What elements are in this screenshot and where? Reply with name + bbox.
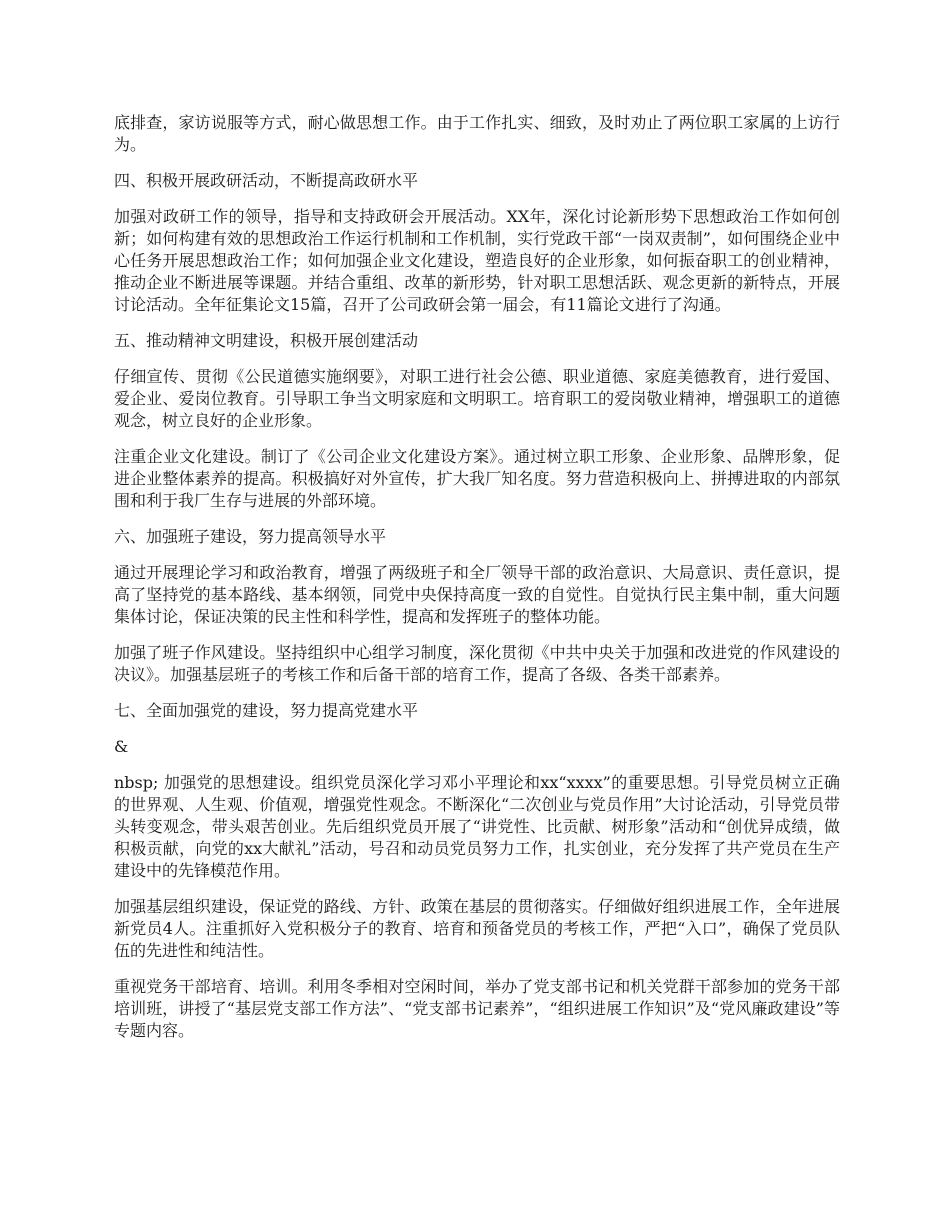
section-heading-5: 五、推动精神文明建设，积极开展创建活动 [114,331,419,350]
paragraph: 加强对政研工作的领导，指导和支持政研会开展活动。XX年，深化讨论新形势下思想政治工作如何创新；如何构建有效的思想政治工作运行机制和工作机制，实行党政干部“一岗双责制”，如何围绕企业中心任务开展思想政治工作；如何加强企业文化建设，塑造良好的企业形象，如何振奋职工的创业精神，推动企业不断进展等课题。并结合重组、改革的新形势，针对职工思想活跃、观念更新的新特点，开展讨论活动。全年征集论文15篇，召开了公司政研会第一届会，有11篇论文进行了沟通。 [114,207,840,314]
document-body [114,112,840,1056]
stray-ampersand: & [114,737,129,756]
section-heading-4: 四、积极开展政研活动，不断提高政研水平 [114,171,419,190]
paragraph: 加强基层组织建设，保证党的路线、方针、政策在基层的贯彻落实。仔细做好组织进展工作，全年进展新党员4人。注重抓好入党积极分子的教育、培育和预备党员的考核工作，严把“入口”，确保了党员队伍的先进性和纯洁性。 [114,897,840,960]
paragraph: 底排查，家访说服等方式，耐心做思想工作。由于工作扎实、细致，及时劝止了两位职工家属的上访行为。 [114,113,840,154]
paragraph: 加强了班子作风建设。坚持组织中心组学习制度，深化贯彻《中共中央关于加强和改进党的作风建设的决议》。加强基层班子的考核工作和后备干部的培育工作，提高了各级、各类干部素养。 [114,643,840,684]
paragraph: 通过开展理论学习和政治教育，增强了两级班子和全厂领导干部的政治意识、大局意识、责任意识，提高了坚持党的基本路线、基本纲领，同党中央保持高度一致的自觉性。自觉执行民主集中制，重大问题集体讨论，保证决策的民主性和科学性，提高和发挥班子的整体功能。 [114,563,840,626]
paragraph: 重视党务干部培育、培训。利用冬季相对空闲时间，举办了党支部书记和机关党群干部参加的党务干部培训班，讲授了“基层党支部工作方法”、“党支部书记素养”，“组织进展工作知识”及“党风廉政建设”等专题内容。 [114,977,840,1040]
paragraph: 注重企业文化建设。制订了《公司企业文化建设方案》。通过树立职工形象、企业形象、品牌形象，促进企业整体素养的提高。积极搞好对外宣传，扩大我厂知名度。努力营造积极向上、拼搏进取的内部氛围和利于我厂生存与进展的外部环境。 [114,447,840,510]
paragraph: 仔细宣传、贯彻《公民道德实施纲要》，对职工进行社会公德、职业道德、家庭美德教育，进行爱国、爱企业、爱岗位教育。引导职工争当文明家庭和文明职工。培育职工的爱岗敬业精神，增强职工的道德观念，树立良好的企业形象。 [114,367,840,430]
paragraph: nbsp; 加强党的思想建设。组织党员深化学习邓小平理论和xx“xxxx”的重要思想。引导党员树立正确的世界观、人生观、价值观，增强党性观念。不断深化“二次创业与党员作用”大讨论活动，引导党员带头转变观念，带头艰苦创业。先后组织党员开展了“讲党性、比贡献、树形象”活动和“创优异成绩，做积极贡献，向党的xx大献礼”活动，号召和动员党员努力工作，扎实创业，充分发挥了共产党员在生产建设中的先锋模范作用。 [114,773,840,880]
section-heading-6: 六、加强班子建设，努力提高领导水平 [114,527,387,546]
section-heading-7: 七、全面加强党的建设，努力提高党建水平 [114,701,419,720]
